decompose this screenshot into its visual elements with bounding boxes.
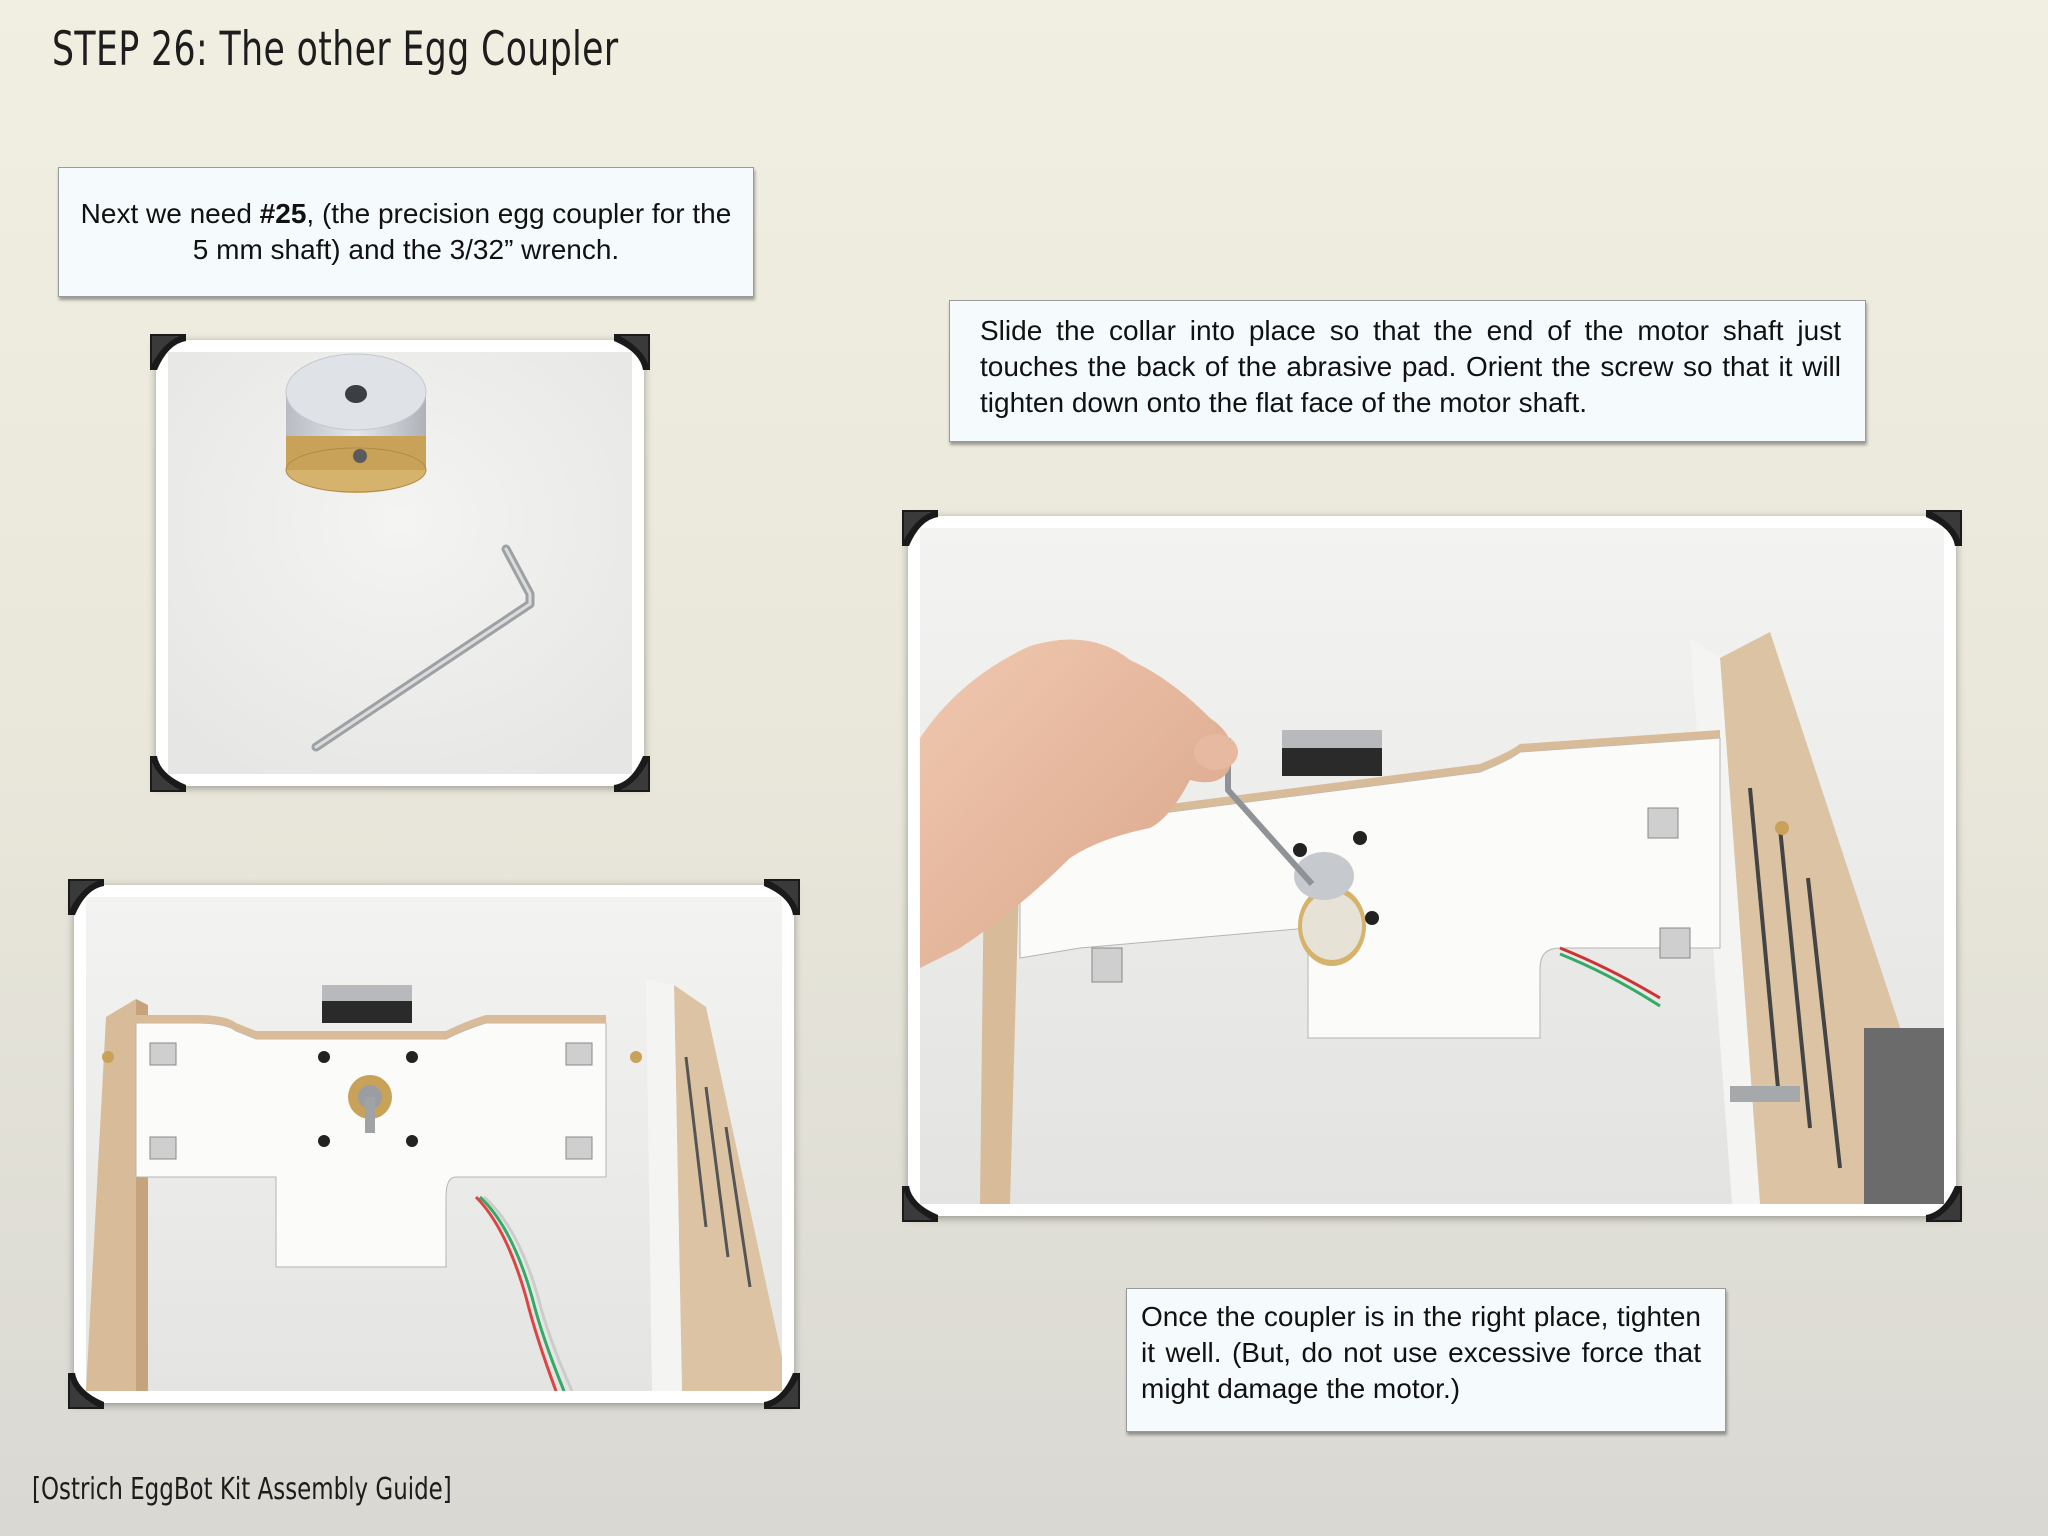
photo-corner-top-left — [68, 879, 104, 915]
photo-corner-bottom-right — [1926, 1186, 1962, 1222]
photo-corner-top-right — [1926, 510, 1962, 546]
photo-corner-top-right — [764, 879, 800, 915]
parts-callout-text-end: , (the precision egg coupler for the 5 mm shaft) and the 3/32” wrench. — [192, 198, 732, 265]
photo-image — [920, 528, 1944, 1204]
photo-corner-bottom-left — [902, 1186, 938, 1222]
frame-motor-shaft-photo — [74, 885, 794, 1403]
page-title: STEP 26: The other Egg Coupler — [52, 22, 619, 77]
photo-corner-top-right — [614, 334, 650, 370]
photo-corner-top-left — [150, 334, 186, 370]
photo-corner-top-left — [902, 510, 938, 546]
photo-corner-bottom-right — [764, 1373, 800, 1409]
photo-corner-bottom-right — [614, 756, 650, 792]
parts-callout — [58, 167, 754, 297]
hand-tightening-coupler-photo — [908, 516, 1956, 1216]
photo-corner-bottom-left — [150, 756, 186, 792]
page-footer: [Ostrich EggBot Kit Assembly Guide] — [32, 1472, 452, 1507]
slide-collar-text: Slide the collar into place so that the end of the motor shaft just touches the back of the abrasive pad. Orient the screw so that it will tighten down onto the flat face of the motor shaft. — [980, 315, 1841, 418]
coupler-and-wrench-photo — [156, 340, 644, 786]
photo-image — [168, 352, 632, 774]
part-number: #25 — [259, 198, 307, 229]
parts-callout-text-start: Next we need — [80, 198, 260, 229]
slide-collar-callout — [949, 300, 1866, 442]
photo-corner-bottom-left — [68, 1373, 104, 1409]
tighten-callout — [1126, 1288, 1726, 1432]
photo-image — [86, 897, 782, 1391]
tighten-text: Once the coupler is in the right place, tighten it well. (But, do not use excessive force that might damage the motor.) — [1141, 1301, 1701, 1404]
